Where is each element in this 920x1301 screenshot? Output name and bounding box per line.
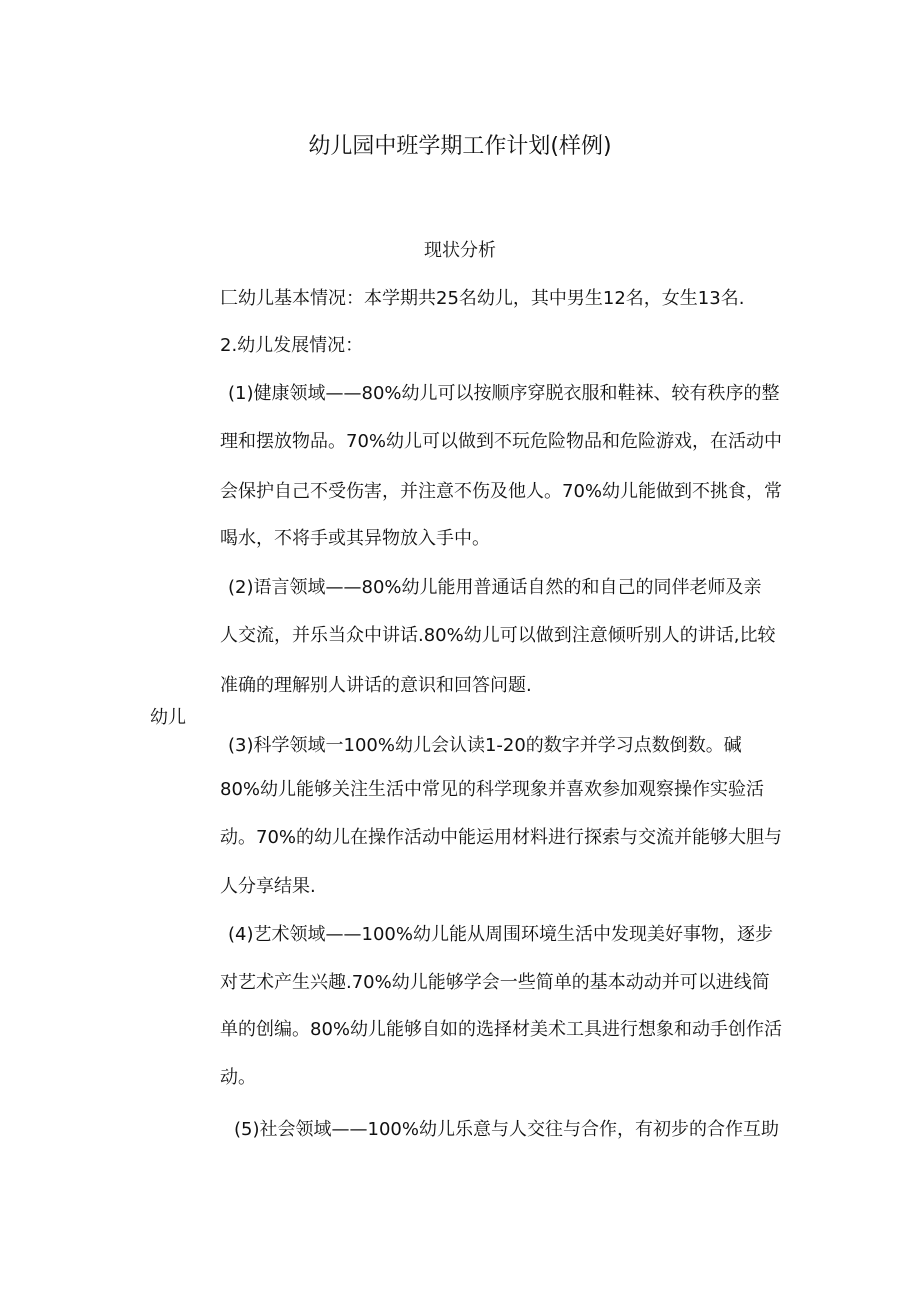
paragraph-line: (1)健康领域——80%幼儿可以按顺序穿脱衣服和鞋袜、较有秩序的整 (228, 383, 780, 404)
paragraph-line: 准确的理解别人讲话的意识和回答问题. (220, 675, 532, 696)
paragraph-line: 对艺术产生兴趣.70%幼儿能够学会一些简单的基本动动并可以进线简 (220, 972, 770, 993)
paragraph-line: 会保护自己不受伤害，并注意不伤及他人。70%幼儿能做到不挑食，常 (220, 481, 783, 502)
document-title: 幼儿园中班学期工作计划(样例) (308, 134, 612, 159)
margin-label: 幼儿 (150, 707, 186, 728)
paragraph-line: (2)语言领域——80%幼儿能用普通话自然的和自己的同伴老师及亲 (228, 577, 762, 598)
section-heading: 现状分析 (424, 240, 496, 261)
paragraph-line: 单的创编。80%幼儿能够自如的选择材美术工具进行想象和动手创作活 (220, 1019, 783, 1040)
paragraph-line: 匚幼儿基本情况：本学期共25名幼儿，其中男生12名，女生13名. (220, 288, 745, 309)
paragraph-line: 动。70%的幼儿在操作活动中能运用材料进行探索与交流并能够大胆与 (220, 827, 783, 848)
paragraph-line: 理和摆放物品。70%幼儿可以做到不玩危险物品和危险游戏，在活动中 (220, 431, 783, 452)
paragraph-line: 动。 (220, 1067, 256, 1088)
paragraph-line: 80%幼儿能够关注生活中常见的科学现象并喜欢参加观察操作实验活 (220, 779, 765, 800)
paragraph-line: (5)社会领域——100%幼儿乐意与人交往与合作，有初步的合作互助 (234, 1119, 779, 1140)
paragraph-line: 人交流，并乐当众中讲话.80%幼儿可以做到注意倾听别人的讲话,比较 (220, 625, 776, 646)
paragraph-line: 人分享结果. (220, 876, 316, 897)
paragraph-line: 2.幼儿发展情况： (220, 335, 364, 356)
paragraph-line: (4)艺术领域——100%幼儿能从周围环境生活中发现美好事物，逐步 (228, 924, 773, 945)
paragraph-line: 喝水，不将手或其异物放入手中。 (220, 528, 490, 549)
paragraph-line: (3)科学领域一100%幼儿会认读1-20的数字并学习点数倒数。碱 (228, 735, 742, 756)
